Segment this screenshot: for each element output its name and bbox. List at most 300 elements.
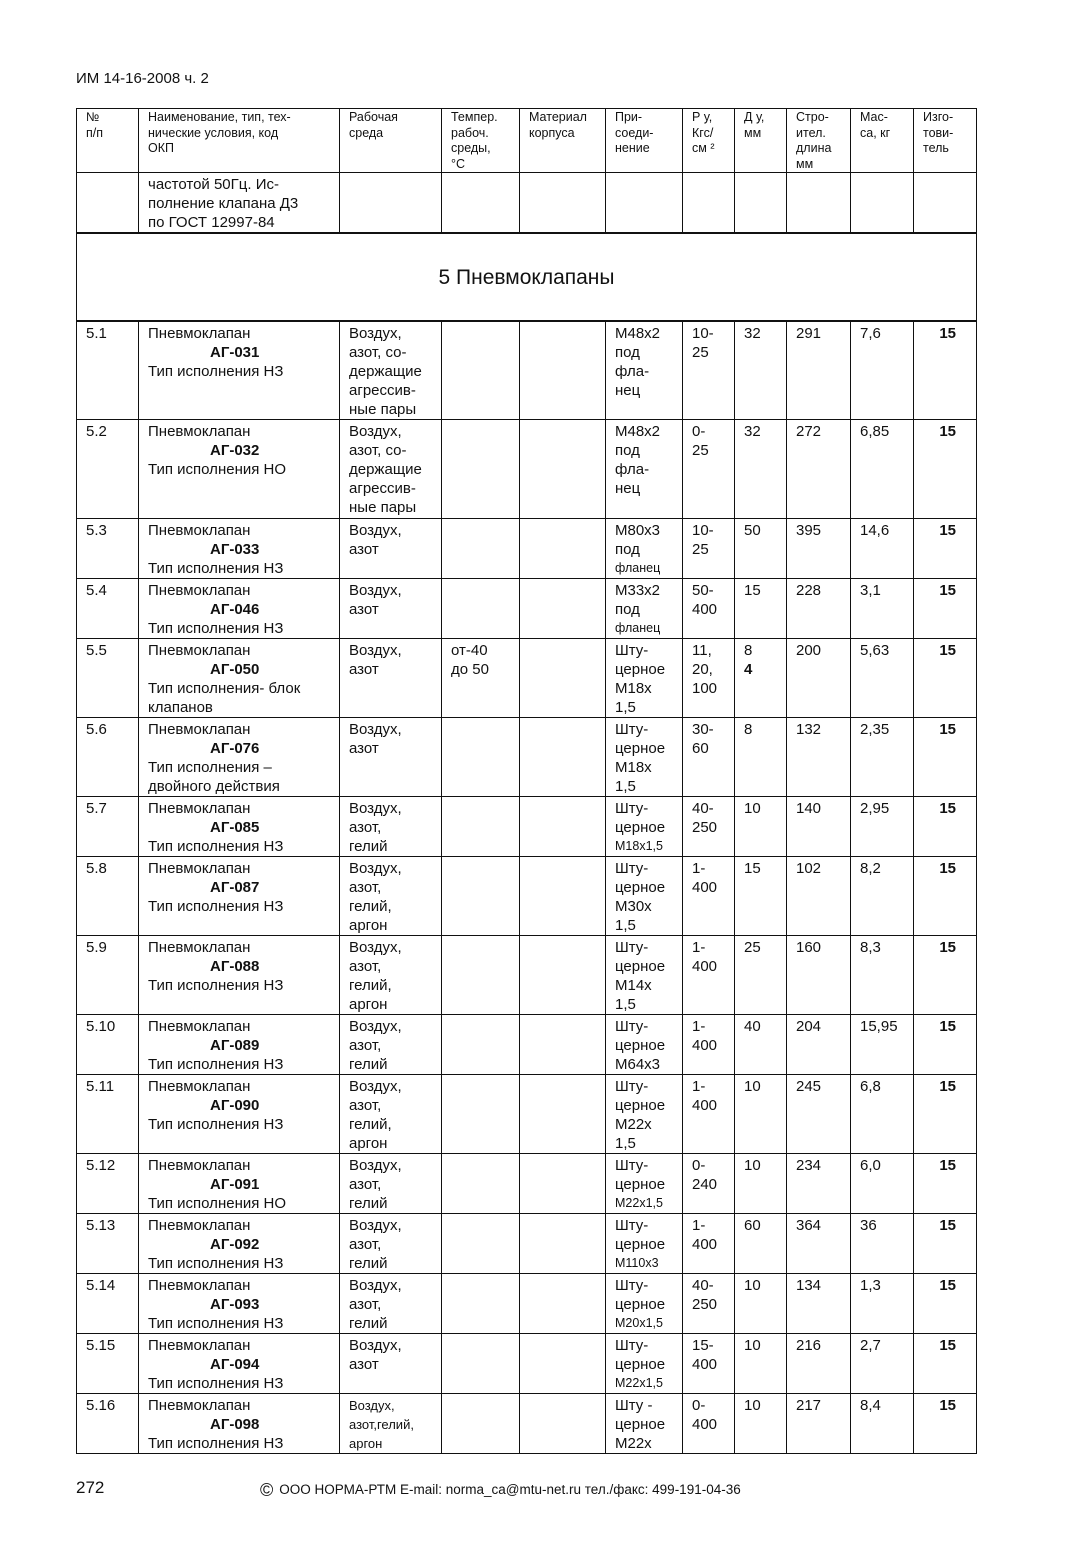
body-material bbox=[520, 1274, 606, 1334]
diameter-value: 32 bbox=[744, 423, 761, 440]
valve-name-cell bbox=[139, 1274, 340, 1334]
connection bbox=[606, 321, 683, 420]
working-temperature bbox=[442, 1334, 520, 1394]
nominal-diameter bbox=[735, 797, 787, 857]
construction-length: 245 bbox=[787, 1075, 851, 1154]
connection bbox=[606, 718, 683, 797]
mass: 6,85 bbox=[851, 420, 914, 519]
connection bbox=[606, 936, 683, 1015]
diameter-value: 50 bbox=[744, 522, 761, 539]
mass: 1,3 bbox=[851, 1274, 914, 1334]
mass: 8,3 bbox=[851, 936, 914, 1015]
valve-variant: Тип исполнения НЗ bbox=[148, 560, 284, 577]
diameter-value: 15 bbox=[744, 860, 761, 877]
row-number: 5.1 bbox=[77, 321, 139, 420]
valve-name-cell bbox=[139, 1075, 340, 1154]
header-mass: Мас- са, кг bbox=[851, 109, 914, 173]
working-medium: Воздух, азот, гелий bbox=[340, 797, 442, 857]
working-temperature bbox=[442, 321, 520, 420]
table-row bbox=[77, 797, 977, 857]
connection-line: М18х1,5 bbox=[615, 839, 663, 853]
body-material bbox=[520, 718, 606, 797]
connection-line: фла- bbox=[615, 363, 650, 380]
nominal-pressure: 11, 20, 100 bbox=[683, 639, 735, 718]
manufacturer: 15 bbox=[914, 579, 977, 639]
connection-line: под bbox=[615, 344, 640, 361]
connection-line: М22х bbox=[615, 1116, 652, 1133]
manufacturer: 15 bbox=[914, 1214, 977, 1274]
connection-line: фланец bbox=[615, 561, 661, 575]
connection-line: Шту- bbox=[615, 1277, 649, 1294]
connection-line: 1,5 bbox=[615, 699, 636, 716]
construction-length: 228 bbox=[787, 579, 851, 639]
manufacturer: 15 bbox=[914, 1334, 977, 1394]
valve-name-cell bbox=[139, 857, 340, 936]
section-title: 5 Пневмоклапаны bbox=[77, 233, 977, 321]
mass: 14,6 bbox=[851, 519, 914, 579]
row-number: 5.6 bbox=[77, 718, 139, 797]
connection bbox=[606, 639, 683, 718]
working-medium: Воздух, азот, гелий bbox=[340, 1214, 442, 1274]
manufacturer: 15 bbox=[914, 321, 977, 420]
construction-length: 234 bbox=[787, 1154, 851, 1214]
nominal-pressure: 50- 400 bbox=[683, 579, 735, 639]
row-number: 5.5 bbox=[77, 639, 139, 718]
connection-line: фла- bbox=[615, 461, 650, 478]
construction-length: 160 bbox=[787, 936, 851, 1015]
valve-model: АГ-031 bbox=[210, 344, 260, 361]
working-medium: Воздух, азот, гелий bbox=[340, 1274, 442, 1334]
connection-line: церное bbox=[615, 1296, 666, 1313]
connection-line: церное bbox=[615, 1356, 666, 1373]
nominal-diameter bbox=[735, 1274, 787, 1334]
valve-type: Пневмоклапан bbox=[148, 423, 251, 440]
valve-model: АГ-032 bbox=[210, 442, 260, 459]
working-medium: Воздух, азот, гелий, аргон bbox=[340, 1075, 442, 1154]
nominal-diameter bbox=[735, 1214, 787, 1274]
body-material bbox=[520, 519, 606, 579]
valve-variant: Тип исполнения НЗ bbox=[148, 898, 284, 915]
body-material bbox=[520, 1394, 606, 1454]
table-row bbox=[77, 1394, 977, 1454]
diameter-value: 15 bbox=[744, 582, 761, 599]
connection-line: М20х1,5 bbox=[615, 1316, 663, 1330]
valve-name-cell bbox=[139, 420, 340, 519]
nominal-diameter bbox=[735, 1015, 787, 1075]
manufacturer: 15 bbox=[914, 1015, 977, 1075]
construction-length: 200 bbox=[787, 639, 851, 718]
valve-name-cell bbox=[139, 1154, 340, 1214]
valve-type: Пневмоклапан bbox=[148, 939, 251, 956]
mass: 7,6 bbox=[851, 321, 914, 420]
valve-name-cell bbox=[139, 1015, 340, 1075]
connection-line: нец bbox=[615, 480, 641, 497]
manufacturer: 15 bbox=[914, 1075, 977, 1154]
row-number: 5.12 bbox=[77, 1154, 139, 1214]
construction-length: 272 bbox=[787, 420, 851, 519]
nominal-pressure: 0- 400 bbox=[683, 1394, 735, 1454]
connection-line: церное bbox=[615, 1176, 666, 1193]
valve-type: Пневмоклапан bbox=[148, 582, 251, 599]
connection-line: 1,5 bbox=[615, 917, 636, 934]
connection-line: М22х bbox=[615, 1435, 652, 1452]
valve-variant: Тип исполнения НЗ bbox=[148, 1116, 284, 1133]
connection-line: Шту- bbox=[615, 1157, 649, 1174]
connection bbox=[606, 1075, 683, 1154]
connection-line: 1,5 bbox=[615, 996, 636, 1013]
connection bbox=[606, 1334, 683, 1394]
valve-name-cell bbox=[139, 579, 340, 639]
nominal-diameter bbox=[735, 519, 787, 579]
copyright-icon: © bbox=[260, 1480, 274, 1500]
connection bbox=[606, 519, 683, 579]
valve-name-cell bbox=[139, 1334, 340, 1394]
valve-model: АГ-090 bbox=[210, 1097, 260, 1114]
manufacturer: 15 bbox=[914, 718, 977, 797]
working-temperature bbox=[442, 420, 520, 519]
connection-line: Шту- bbox=[615, 642, 649, 659]
table-row bbox=[77, 718, 977, 797]
valve-model: АГ-093 bbox=[210, 1296, 260, 1313]
body-material bbox=[520, 936, 606, 1015]
footer-copyright bbox=[260, 1480, 741, 1501]
diameter-value: 25 bbox=[744, 939, 761, 956]
valves-table bbox=[76, 108, 977, 1454]
working-temperature bbox=[442, 1154, 520, 1214]
valve-variant: Тип исполнения НЗ bbox=[148, 838, 284, 855]
valve-type: Пневмоклапан bbox=[148, 721, 251, 738]
connection bbox=[606, 420, 683, 519]
mass: 2,35 bbox=[851, 718, 914, 797]
connection-line: церное bbox=[615, 819, 666, 836]
valve-model: АГ-088 bbox=[210, 958, 260, 975]
nominal-pressure: 0- 25 bbox=[683, 420, 735, 519]
connection-line: Шту- bbox=[615, 721, 649, 738]
body-material bbox=[520, 1214, 606, 1274]
valve-type: Пневмоклапан bbox=[148, 1277, 251, 1294]
table-row bbox=[77, 1075, 977, 1154]
body-material bbox=[520, 857, 606, 936]
valve-variant: Тип исполнения НЗ bbox=[148, 363, 284, 380]
diameter-value-2: 4 bbox=[744, 661, 753, 678]
valve-variant: Тип исполнения НЗ bbox=[148, 1375, 284, 1392]
connection-line: М14х bbox=[615, 977, 652, 994]
nominal-pressure: 10- 25 bbox=[683, 321, 735, 420]
continuation-text: частотой 50Гц. Ис- полнение клапана Д3 по ГОСТ 12997-84 bbox=[139, 173, 340, 234]
nominal-pressure: 40- 250 bbox=[683, 797, 735, 857]
table-row bbox=[77, 1214, 977, 1274]
manufacturer: 15 bbox=[914, 797, 977, 857]
working-medium: Воздух, азот, гелий, аргон bbox=[340, 857, 442, 936]
header-temp: Темпер. рабоч. среды, °С bbox=[442, 109, 520, 173]
connection-line: под bbox=[615, 601, 640, 618]
working-temperature: от-40 до 50 bbox=[442, 639, 520, 718]
nominal-pressure: 1- 400 bbox=[683, 1075, 735, 1154]
row-number: 5.3 bbox=[77, 519, 139, 579]
construction-length: 134 bbox=[787, 1274, 851, 1334]
table-row bbox=[77, 639, 977, 718]
connection bbox=[606, 797, 683, 857]
working-medium: Воздух, азот bbox=[340, 639, 442, 718]
working-temperature bbox=[442, 936, 520, 1015]
construction-length: 217 bbox=[787, 1394, 851, 1454]
construction-length: 395 bbox=[787, 519, 851, 579]
diameter-value: 8 bbox=[744, 721, 753, 738]
table-row bbox=[77, 936, 977, 1015]
manufacturer: 15 bbox=[914, 857, 977, 936]
connection-line: М18х bbox=[615, 680, 652, 697]
valve-type: Пневмоклапан bbox=[148, 325, 251, 342]
row-number: 5.15 bbox=[77, 1334, 139, 1394]
working-medium: Воздух, азот, со- держащие агрессив- ные пары bbox=[340, 420, 442, 519]
valve-model: АГ-050 bbox=[210, 661, 260, 678]
nominal-diameter bbox=[735, 1154, 787, 1214]
connection bbox=[606, 1214, 683, 1274]
construction-length: 204 bbox=[787, 1015, 851, 1075]
connection-line: Шту- bbox=[615, 800, 649, 817]
nominal-pressure: 0- 240 bbox=[683, 1154, 735, 1214]
connection bbox=[606, 1015, 683, 1075]
working-medium: Воздух, азот bbox=[340, 1334, 442, 1394]
connection-line: фланец bbox=[615, 621, 661, 635]
connection-line: М30х bbox=[615, 898, 652, 915]
connection bbox=[606, 579, 683, 639]
mass: 3,1 bbox=[851, 579, 914, 639]
table-row bbox=[77, 579, 977, 639]
valve-variant: Тип исполнения НЗ bbox=[148, 1435, 284, 1452]
nominal-diameter bbox=[735, 321, 787, 420]
header-connection: При- соеди- нение bbox=[606, 109, 683, 173]
valve-type: Пневмоклапан bbox=[148, 860, 251, 877]
construction-length: 102 bbox=[787, 857, 851, 936]
working-temperature bbox=[442, 1015, 520, 1075]
valve-variant: Тип исполнения НЗ bbox=[148, 1056, 284, 1073]
connection-line: М64х3 bbox=[615, 1056, 661, 1073]
nominal-diameter bbox=[735, 1075, 787, 1154]
row-number: 5.10 bbox=[77, 1015, 139, 1075]
diameter-value: 10 bbox=[744, 1337, 761, 1354]
nominal-pressure: 15- 400 bbox=[683, 1334, 735, 1394]
connection-line: М48х2 bbox=[615, 423, 661, 440]
table-row bbox=[77, 1274, 977, 1334]
nominal-diameter bbox=[735, 936, 787, 1015]
valve-type: Пневмоклапан bbox=[148, 522, 251, 539]
valve-variant: Тип исполнения НЗ bbox=[148, 977, 284, 994]
row-number: 5.8 bbox=[77, 857, 139, 936]
valve-variant: Тип исполнения НО bbox=[148, 461, 287, 478]
manufacturer: 15 bbox=[914, 639, 977, 718]
nominal-diameter bbox=[735, 1394, 787, 1454]
manufacturer: 15 bbox=[914, 420, 977, 519]
mass: 36 bbox=[851, 1214, 914, 1274]
body-material bbox=[520, 1154, 606, 1214]
diameter-value: 10 bbox=[744, 1157, 761, 1174]
valve-name-cell bbox=[139, 1214, 340, 1274]
connection-line: церное bbox=[615, 661, 666, 678]
table-row bbox=[77, 857, 977, 936]
table-row bbox=[77, 1154, 977, 1214]
section-row bbox=[77, 233, 977, 321]
connection bbox=[606, 1274, 683, 1334]
working-temperature bbox=[442, 1075, 520, 1154]
nominal-diameter bbox=[735, 579, 787, 639]
connection-line: М18х bbox=[615, 759, 652, 776]
working-medium: Воздух, азот, со- держащие агрессив- ные пары bbox=[340, 321, 442, 420]
row-number: 5.4 bbox=[77, 579, 139, 639]
body-material bbox=[520, 321, 606, 420]
working-medium: Воздух, азот bbox=[340, 579, 442, 639]
body-material bbox=[520, 1075, 606, 1154]
connection-line: 1,5 bbox=[615, 778, 636, 795]
connection-line: М22х1,5 bbox=[615, 1196, 663, 1210]
connection-line: М48х2 bbox=[615, 325, 661, 342]
connection-line: церное bbox=[615, 740, 666, 757]
working-temperature bbox=[442, 718, 520, 797]
valve-model: АГ-098 bbox=[210, 1416, 260, 1433]
mass: 6,8 bbox=[851, 1075, 914, 1154]
page-number: 272 bbox=[76, 1478, 105, 1497]
nominal-pressure: 40- 250 bbox=[683, 1274, 735, 1334]
header-name: Наименование, тип, тех- нические условия, код ОКП bbox=[139, 109, 340, 173]
mass: 15,95 bbox=[851, 1015, 914, 1075]
body-material bbox=[520, 420, 606, 519]
continuation-row bbox=[77, 173, 977, 234]
valve-type: Пневмоклапан bbox=[148, 1018, 251, 1035]
connection-line: церное bbox=[615, 1037, 666, 1054]
mass: 5,63 bbox=[851, 639, 914, 718]
body-material bbox=[520, 797, 606, 857]
header-medium: Рабочая среда bbox=[340, 109, 442, 173]
valve-type: Пневмоклапан bbox=[148, 642, 251, 659]
header-dy: Д у, мм bbox=[735, 109, 787, 173]
header-maker: Изго- тови- тель bbox=[914, 109, 977, 173]
diameter-value: 10 bbox=[744, 800, 761, 817]
nominal-diameter bbox=[735, 1334, 787, 1394]
construction-length: 216 bbox=[787, 1334, 851, 1394]
header-material: Материал корпуса bbox=[520, 109, 606, 173]
body-material bbox=[520, 639, 606, 718]
diameter-value: 10 bbox=[744, 1397, 761, 1414]
valve-model: АГ-087 bbox=[210, 879, 260, 896]
connection-line: Шту- bbox=[615, 939, 649, 956]
manufacturer: 15 bbox=[914, 936, 977, 1015]
diameter-value: 32 bbox=[744, 325, 761, 342]
connection-line: Шту- bbox=[615, 1337, 649, 1354]
nominal-diameter bbox=[735, 857, 787, 936]
valve-variant: Тип исполнения НЗ bbox=[148, 620, 284, 637]
working-medium: Воздух, азот bbox=[340, 519, 442, 579]
working-temperature bbox=[442, 1394, 520, 1454]
manufacturer: 15 bbox=[914, 1154, 977, 1214]
valve-name-cell bbox=[139, 519, 340, 579]
working-temperature bbox=[442, 1274, 520, 1334]
row-number: 5.16 bbox=[77, 1394, 139, 1454]
valve-type: Пневмоклапан bbox=[148, 1078, 251, 1095]
connection-line: церное bbox=[615, 958, 666, 975]
connection-line: М33х2 bbox=[615, 582, 661, 599]
connection bbox=[606, 1154, 683, 1214]
body-material bbox=[520, 1334, 606, 1394]
valve-type: Пневмоклапан bbox=[148, 1397, 251, 1414]
table-row bbox=[77, 519, 977, 579]
connection-line: церное bbox=[615, 879, 666, 896]
connection bbox=[606, 1394, 683, 1454]
diameter-value: 10 bbox=[744, 1277, 761, 1294]
working-medium: Воздух, азот, гелий bbox=[340, 1154, 442, 1214]
mass: 6,0 bbox=[851, 1154, 914, 1214]
valve-model: АГ-046 bbox=[210, 601, 260, 618]
valve-model: АГ-076 bbox=[210, 740, 260, 757]
valve-name-cell bbox=[139, 639, 340, 718]
valve-type: Пневмоклапан bbox=[148, 800, 251, 817]
valve-name-cell bbox=[139, 936, 340, 1015]
nominal-diameter bbox=[735, 420, 787, 519]
working-temperature bbox=[442, 857, 520, 936]
table-row bbox=[77, 1334, 977, 1394]
connection-line: Шту - bbox=[615, 1397, 653, 1414]
construction-length: 140 bbox=[787, 797, 851, 857]
manufacturer: 15 bbox=[914, 1274, 977, 1334]
connection-line: церное bbox=[615, 1097, 666, 1114]
body-material bbox=[520, 1015, 606, 1075]
diameter-value: 40 bbox=[744, 1018, 761, 1035]
construction-length: 291 bbox=[787, 321, 851, 420]
valve-model: АГ-085 bbox=[210, 819, 260, 836]
diameter-value: 8 bbox=[744, 642, 753, 659]
nominal-pressure: 1- 400 bbox=[683, 936, 735, 1015]
row-number: 5.9 bbox=[77, 936, 139, 1015]
valve-variant: Тип исполнения- блок клапанов bbox=[148, 680, 301, 716]
nominal-pressure: 1- 400 bbox=[683, 1214, 735, 1274]
mass: 2,7 bbox=[851, 1334, 914, 1394]
header-py: Р у, Кгс/ см ² bbox=[683, 109, 735, 173]
row-number: 5.13 bbox=[77, 1214, 139, 1274]
row-number: 5.2 bbox=[77, 420, 139, 519]
document-code: ИМ 14-16-2008 ч. 2 bbox=[76, 70, 209, 87]
row-number: 5.14 bbox=[77, 1274, 139, 1334]
valve-name-cell bbox=[139, 718, 340, 797]
working-temperature bbox=[442, 519, 520, 579]
connection-line: церное bbox=[615, 1416, 666, 1433]
working-temperature bbox=[442, 797, 520, 857]
footer-company: ООО НОРМА-РТМ E-mail: norma_ca@mtu-net.ru тел./факс: 499-191-04-36 bbox=[279, 1482, 741, 1497]
valve-variant: Тип исполнения НЗ bbox=[148, 1315, 284, 1332]
manufacturer: 15 bbox=[914, 519, 977, 579]
table-row bbox=[77, 1015, 977, 1075]
valve-variant: Тип исполнения – двойного действия bbox=[148, 759, 280, 795]
construction-length: 364 bbox=[787, 1214, 851, 1274]
nominal-pressure: 1- 400 bbox=[683, 1015, 735, 1075]
valve-model: АГ-092 bbox=[210, 1236, 260, 1253]
manufacturer: 15 bbox=[914, 1394, 977, 1454]
connection-line: М22х1,5 bbox=[615, 1376, 663, 1390]
valve-model: АГ-089 bbox=[210, 1037, 260, 1054]
working-temperature bbox=[442, 579, 520, 639]
row-number: 5.7 bbox=[77, 797, 139, 857]
nominal-pressure: 30- 60 bbox=[683, 718, 735, 797]
connection-line: нец bbox=[615, 382, 641, 399]
mass: 8,4 bbox=[851, 1394, 914, 1454]
header-row bbox=[77, 109, 977, 173]
nominal-diameter bbox=[735, 639, 787, 718]
header-length: Стро- ител. длина мм bbox=[787, 109, 851, 173]
diameter-value: 10 bbox=[744, 1078, 761, 1095]
row-number: 5.11 bbox=[77, 1075, 139, 1154]
valve-model: АГ-094 bbox=[210, 1356, 260, 1373]
working-medium: Воздух, азот, гелий, аргон bbox=[340, 936, 442, 1015]
header-no: № п/п bbox=[77, 109, 139, 173]
table-row bbox=[77, 321, 977, 420]
